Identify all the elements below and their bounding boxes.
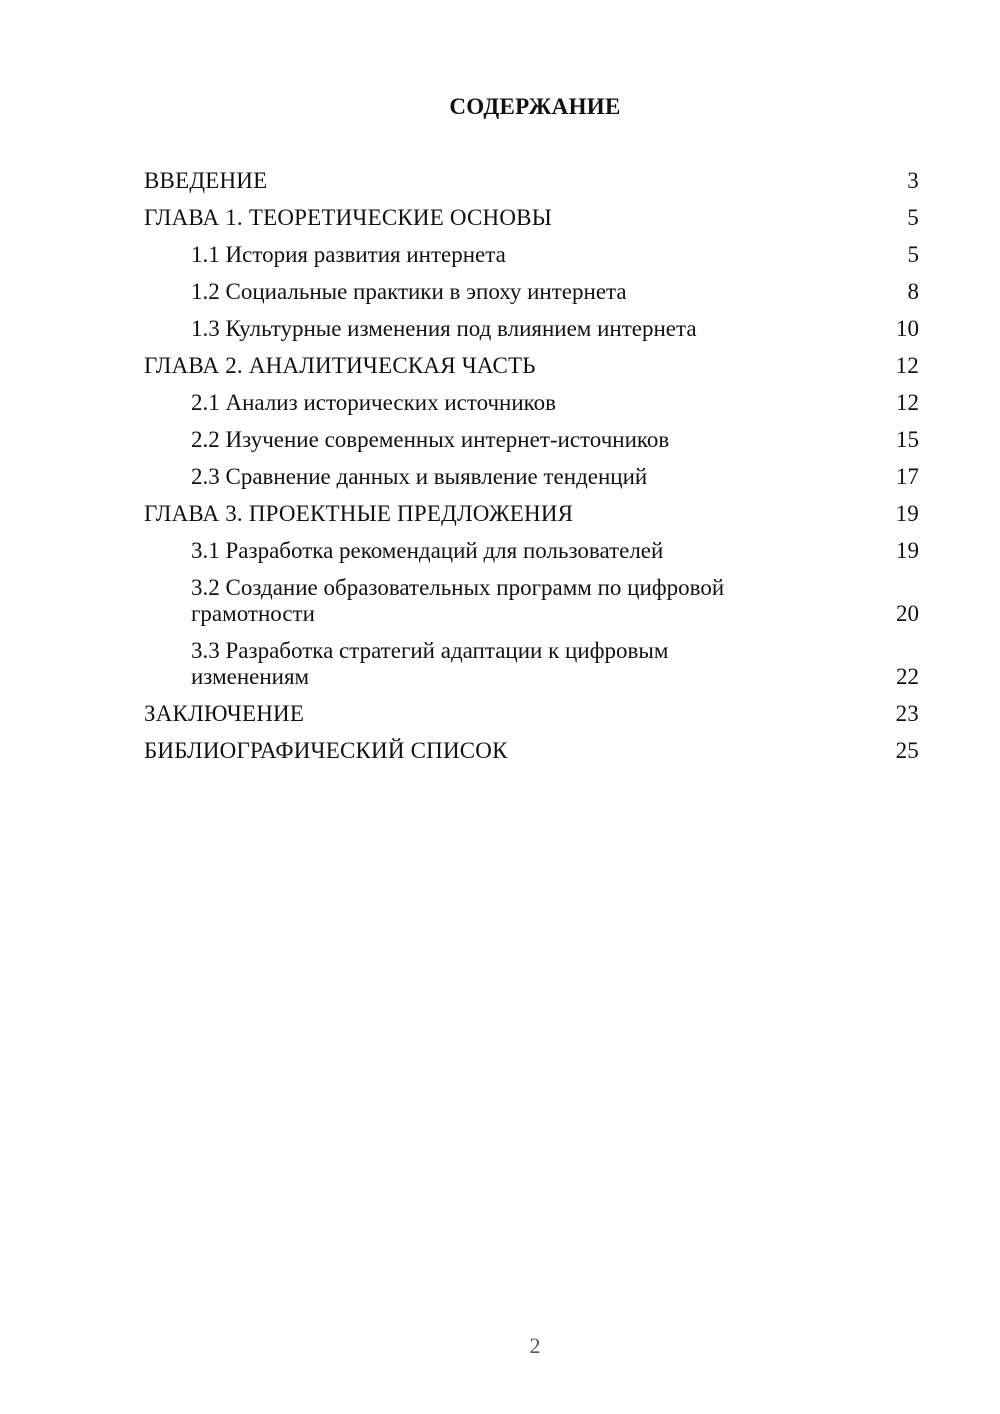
toc-entry-introduction (144, 168, 919, 194)
toc-entry-label: 3.2 Создание образовательных программ по цифровой грамотности (191, 575, 725, 626)
toc-entry-page: 3 (907, 168, 919, 193)
toc-entry-label: 1.2 Социальные практики в эпоху интернета (191, 279, 627, 304)
toc-entry-page: 19 (896, 538, 919, 563)
toc-entry-label: 2.2 Изучение современных интернет-источников (191, 427, 670, 452)
toc-entry-section-3-3 (144, 638, 919, 690)
toc-entry-label: ГЛАВА 1. ТЕОРЕТИЧЕСКИЕ ОСНОВЫ (144, 205, 552, 230)
toc-entry-label: ВВЕДЕНИЕ (144, 168, 268, 193)
toc-entry-section-2-2 (144, 427, 919, 453)
toc-entry-label: 1.3 Культурные изменения под влиянием интернета (191, 316, 697, 341)
toc-entry-page: 12 (895, 353, 919, 378)
toc-entry-label: 3.3 Разработка стратегий адаптации к цифровым изменениям (191, 638, 669, 689)
toc-entry-conclusion (144, 701, 919, 727)
toc-entry-page: 5 (907, 205, 919, 230)
toc-entry-label: 2.1 Анализ исторических источников (191, 390, 557, 415)
toc-entry-label: ЗАКЛЮЧЕНИЕ (144, 701, 305, 726)
toc-entry-section-2-3 (144, 464, 919, 490)
toc-entry-section-2-1 (144, 390, 919, 416)
table-of-contents (144, 168, 919, 775)
toc-entry-section-3-2 (144, 575, 919, 627)
toc-entry-section-3-1 (144, 538, 919, 564)
toc-entry-label: БИБЛИОГРАФИЧЕСКИЙ СПИСОК (144, 738, 508, 763)
page-number: 2 (529, 1333, 541, 1358)
toc-entry-label: 3.1 Разработка рекомендаций для пользователей (191, 538, 664, 563)
toc-entry-page: 15 (896, 427, 919, 452)
toc-entry-page: 25 (895, 738, 919, 763)
toc-entry-page: 22 (896, 664, 919, 689)
toc-entry-label: 1.1 История развития интернета (191, 242, 506, 267)
toc-entry-chapter-1 (144, 205, 919, 231)
toc-entry-label: ГЛАВА 3. ПРОЕКТНЫЕ ПРЕДЛОЖЕНИЯ (144, 501, 574, 526)
toc-entry-page: 23 (895, 701, 919, 726)
toc-entry-page: 19 (895, 501, 919, 526)
toc-entry-page: 12 (896, 390, 919, 415)
toc-title: СОДЕРЖАНИЕ (449, 94, 621, 119)
toc-entry-chapter-3 (144, 501, 919, 527)
toc-entry-chapter-2 (144, 353, 919, 379)
toc-entry-bibliography (144, 738, 919, 764)
toc-entry-page: 17 (896, 464, 919, 489)
toc-entry-page: 8 (907, 279, 919, 304)
toc-entry-section-1-2 (144, 279, 919, 305)
toc-entry-page: 10 (896, 316, 919, 341)
toc-entry-label: ГЛАВА 2. АНАЛИТИЧЕСКАЯ ЧАСТЬ (144, 353, 536, 378)
toc-entry-page: 5 (907, 242, 919, 267)
toc-entry-section-1-1 (144, 242, 919, 268)
toc-entry-section-1-3 (144, 316, 919, 342)
toc-entry-page: 20 (896, 601, 919, 626)
toc-entry-label: 2.3 Сравнение данных и выявление тенденций (191, 464, 648, 489)
